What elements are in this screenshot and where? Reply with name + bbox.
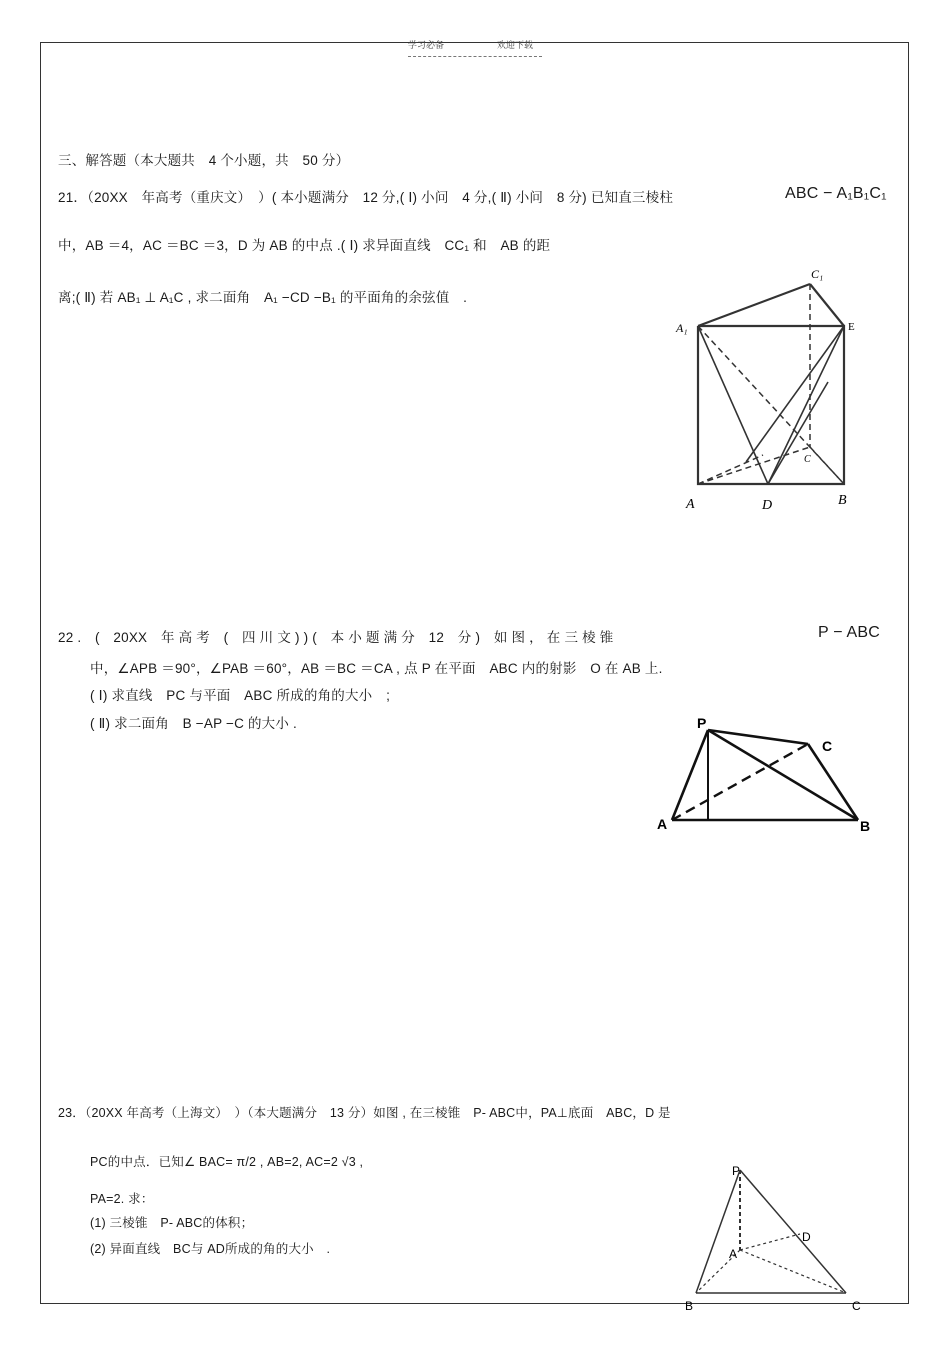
q22-label-a: A xyxy=(657,816,668,832)
q23-line1: 23．（20XX 年高考（上海文） ）（本大题满分 13 分）如图 , 在三棱锥 P- ABC中，PA⊥底面 ABC，D 是 xyxy=(58,1106,671,1120)
q21-label-e: E xyxy=(848,321,855,333)
q21-edge-a1c1 xyxy=(698,284,810,326)
q23-figure xyxy=(676,1158,876,1318)
section-title: 三、解答题（本大题共 4 个小题，共 50 分） xyxy=(58,153,350,168)
q21-line3: 离;( Ⅱ) 若 AB₁ ⊥ A₁C , 求二面角 A₁ −CD −B₁ 的平面角的余弦值 . xyxy=(58,290,468,305)
q22-figure xyxy=(650,712,880,837)
q21-figure xyxy=(668,262,868,517)
q21-label-b: B xyxy=(838,493,847,508)
q23-line5: (2) 异面直线 BC与 AD所成的角的大小 . xyxy=(90,1242,331,1256)
q23-line2: PC的中点．已知∠ BAC= π/2 , AB=2, AC=2 √3 , xyxy=(90,1155,364,1169)
q21-edge-c1e xyxy=(810,284,844,326)
q23-line3: PA=2. 求： xyxy=(90,1192,154,1206)
q21-line1: 21．（20XX 年高考（重庆文） ）( 本小题满分 12 分,( Ⅰ) 小问 4 分,( Ⅱ) 小问 8 分) 已知直三棱柱 xyxy=(58,190,674,205)
q23-label-p: P xyxy=(732,1164,741,1178)
q22-label-p: P xyxy=(697,715,707,731)
q23-label-b: B xyxy=(685,1299,694,1313)
header-right: 欢迎下载 xyxy=(497,40,534,50)
header-left: 学习必备 xyxy=(408,40,445,50)
q23-line4: (1) 三棱锥 P- ABC的体积； xyxy=(90,1216,254,1230)
q21-line2: 中，AB ＝4，AC ＝BC ＝3，D 为 AB 的中点 .( Ⅰ) 求异面直线 CC₁ 和 AB 的距 xyxy=(58,238,551,253)
q23-label-c: C xyxy=(852,1299,861,1313)
q22-line1: 22 . ( 20XX 年 高 考 ( 四 川 文 ) ) ( 本 小 题 满 分 12 分 ) 如 图 ， 在 三 棱 锥 xyxy=(58,630,614,645)
header-rule xyxy=(408,56,542,57)
q22-line2: 中，∠APB ＝90°，∠PAB ＝60°，AB ＝BC ＝CA , 点 P 在平面 ABC 内的射影 O 在 AB 上. xyxy=(90,661,663,676)
q21-line1-math: ABC − A₁B₁C₁ xyxy=(785,185,887,202)
q22-label-c: C xyxy=(822,738,833,754)
q21-label-c1: C₁ xyxy=(811,267,824,281)
q22-line4: ( Ⅱ) 求二面角 B −AP −C 的大小 . xyxy=(90,716,297,731)
q23-label-a: A xyxy=(729,1247,738,1261)
q22-line1-math: P − ABC xyxy=(818,624,881,641)
q21-label-a1: A₁ xyxy=(676,321,688,335)
q21-label-d: D xyxy=(762,498,773,513)
q21-label-c: C xyxy=(804,454,811,465)
q21-label-a: A xyxy=(686,497,695,512)
q23-label-d: D xyxy=(802,1230,811,1244)
q22-label-b: B xyxy=(860,818,871,834)
q22-line3: ( Ⅰ) 求直线 PC 与平面 ABC 所成的角的大小 ; xyxy=(90,688,391,703)
